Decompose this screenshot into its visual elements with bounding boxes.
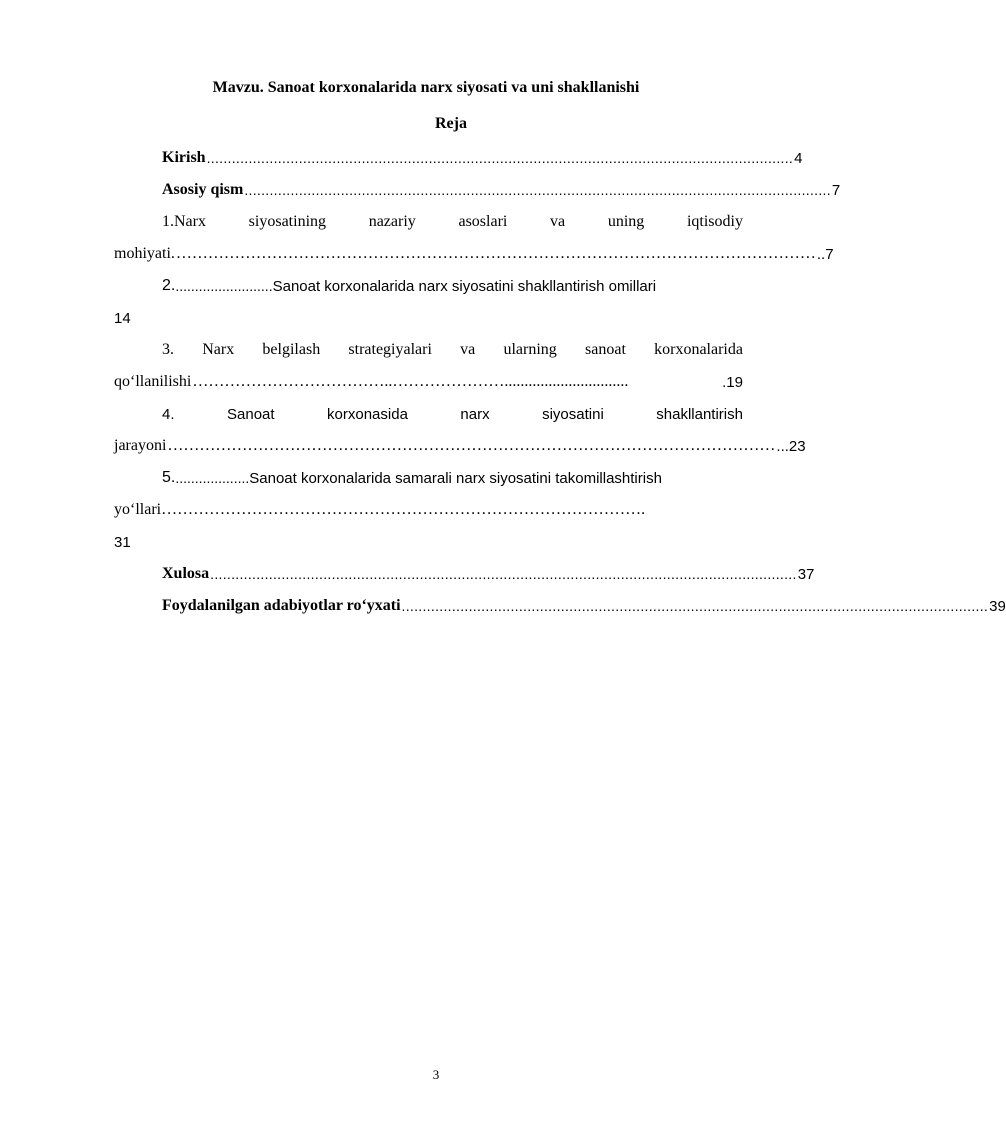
toc-word: va [460,341,476,358]
page-number: 3 [432,1067,440,1082]
toc-page-number: 14 [114,309,131,327]
toc-continuation: yo‘llari [114,501,162,518]
toc-label: Foydalanilgan adabiyotlar ro‘yxati [162,597,401,614]
toc-entry-2-line-1 [114,270,743,302]
toc-word: uning [607,213,645,230]
toc-page-number: ...23 [776,437,806,455]
toc-text: Sanoat korxonalarida samarali narx siyosatini takomillashtirish [249,469,662,487]
toc-number: 2. [162,277,176,294]
toc-continuation: jarayoni [114,437,167,454]
toc-page-number: 39 [989,597,1006,615]
toc-entry-1-line-2 [114,238,834,270]
toc-entry-4-line-1 [114,398,743,430]
document-title: Mavzu. Sanoat korxonalarida narx siyosati va uni shakllanishi [212,79,640,96]
toc-word: narx [460,405,490,423]
toc-entry-kirish [114,142,803,174]
toc-dots: ............................................................................................................................................ [206,150,794,166]
toc-word: asoslari [458,213,508,230]
toc-entry-5-line-1 [114,462,743,494]
toc-continuation: qo‘llanilishi [114,373,192,390]
toc-word: Narx [202,341,235,358]
toc-word: 1.Narx [162,213,206,230]
toc-word: ularning [503,341,557,358]
toc-dots: ......................... [175,278,273,294]
toc-dots: …………………………………………………………………………………………………… [167,437,776,454]
toc-dots: ............................................................................................................................................ [244,182,831,198]
toc-word: korxonasida [327,405,408,423]
toc-dots: ………………………………………………………………………………. [161,501,646,518]
toc-entry-xulosa [114,558,815,590]
toc-page-number: 31 [114,533,131,551]
toc-word: sanoat [585,341,626,358]
toc-word: strategiyalari [348,341,432,358]
toc-page-number: .19 [722,373,743,391]
toc-page-number: 4 [794,149,803,167]
toc-word: siyosatining [248,213,327,230]
toc-word: 4. [162,405,175,423]
toc-dots: ………………………………………………………………………………………………………… [175,245,816,262]
toc-entry-5-line-2 [114,494,743,526]
toc-dots: ............................................................................................................................................ [401,598,989,614]
toc-word: Sanoat [227,405,275,423]
toc-entry-5-line-3 [114,526,743,558]
toc-word: nazariy [368,213,416,230]
toc-word: 3. [162,341,174,358]
toc-dots: ................... [175,470,250,486]
toc-entry-foydalanilgan-adabiyotlar [114,590,1006,622]
toc-entry-4-line-2 [114,430,806,462]
toc-dots: ............................................................................................................................................ [210,566,797,582]
toc-word: korxonalarida [654,341,743,358]
toc-label: Kirish [162,149,206,166]
toc-word: va [550,213,566,230]
toc-page-number: ..7 [816,245,834,263]
toc-label: Asosiy qism [162,181,244,198]
toc-dots: ………………………………..…………………............................... [192,373,629,390]
toc-word: shakllantirish [656,405,743,423]
toc-text: Sanoat korxonalarida narx siyosatini shakllantirish omillari [272,277,657,295]
toc-entry-asosiy-qism [114,174,841,206]
toc-page-number: 37 [797,565,815,583]
toc-page-number: 7 [831,181,841,199]
toc-label: Xulosa [162,565,210,582]
toc-entry-1-line-1 [114,206,743,238]
table-of-contents [114,142,1006,622]
toc-entry-3-line-1 [114,334,743,366]
document-subtitle: Reja [435,115,467,132]
toc-number: 5. [162,469,176,486]
toc-word: siyosatini [542,405,604,423]
toc-entry-3-line-2 [114,366,743,398]
toc-entry-2-line-2 [114,302,743,334]
toc-word: belgilash [262,341,321,358]
toc-word: iqtisodiy [686,213,743,230]
toc-continuation: mohiyati. [114,245,175,262]
